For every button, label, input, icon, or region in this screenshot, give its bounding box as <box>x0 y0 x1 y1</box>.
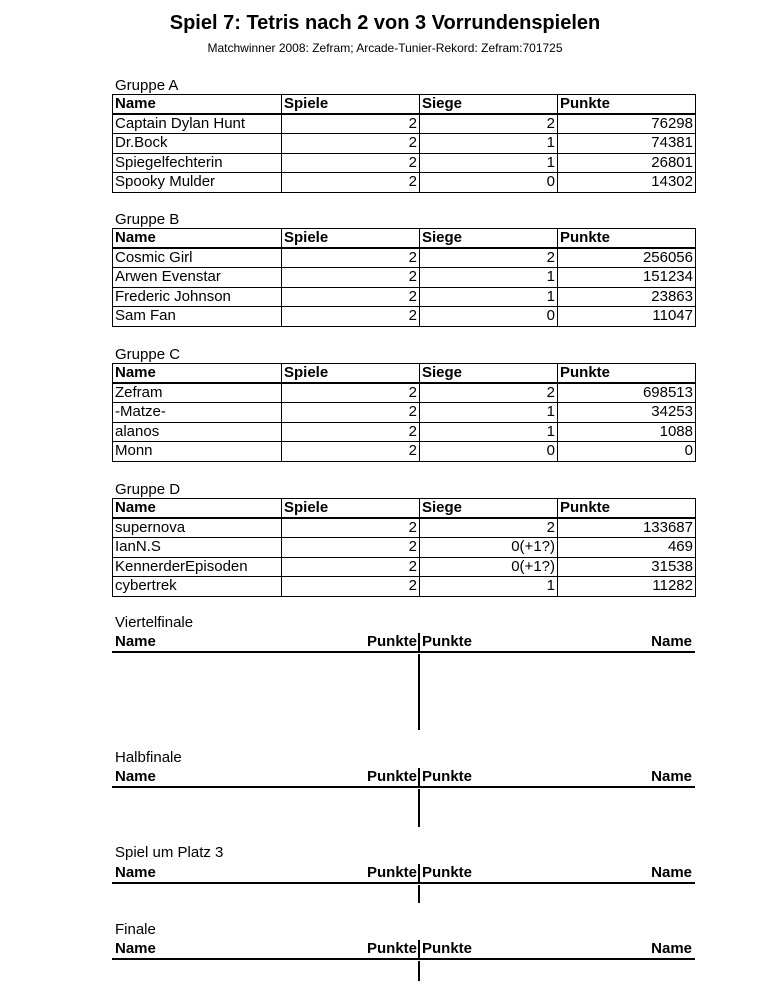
round-label: Spiel um Platz 3 <box>115 844 224 861</box>
siege-cell: 0(+1?) <box>420 538 558 558</box>
table-row <box>113 173 696 193</box>
page-title: Spiel 7: Tetris nach 2 von 3 Vorrundenspielen <box>169 12 601 34</box>
punkte-cell: 11047 <box>558 307 696 327</box>
player-name-cell: KennerderEpisoden <box>113 557 282 577</box>
round-header <box>112 633 695 653</box>
column-header: Siege <box>420 95 558 115</box>
name-right-header: Name <box>651 940 692 957</box>
punkte-cell: 74381 <box>558 134 696 154</box>
column-header: Punkte <box>558 364 696 384</box>
name-left-header: Name <box>115 633 156 650</box>
round-header <box>112 864 695 884</box>
table-row <box>113 422 696 442</box>
group-table <box>112 363 696 462</box>
group-label: Gruppe C <box>115 346 181 363</box>
name-left-header: Name <box>115 864 156 881</box>
table-row <box>113 287 696 307</box>
spiele-cell: 2 <box>282 422 420 442</box>
spiele-cell: 2 <box>282 134 420 154</box>
column-header: Spiele <box>282 364 420 384</box>
siege-cell: 0 <box>420 307 558 327</box>
column-header: Siege <box>420 364 558 384</box>
punkte-right-header: Punkte <box>422 768 473 785</box>
punkte-left-header: Punkte <box>366 864 417 881</box>
column-header: Name <box>113 364 282 384</box>
punkte-cell: 76298 <box>558 114 696 134</box>
column-header: Name <box>113 229 282 249</box>
siege-cell: 1 <box>420 268 558 288</box>
table-row <box>113 403 696 423</box>
player-name-cell: Cosmic Girl <box>113 248 282 268</box>
column-header: Spiele <box>282 229 420 249</box>
column-header: Name <box>113 499 282 519</box>
siege-cell: 1 <box>420 287 558 307</box>
punkte-cell: 0 <box>558 442 696 462</box>
column-header: Punkte <box>558 229 696 249</box>
player-name-cell: Spooky Mulder <box>113 173 282 193</box>
siege-cell: 2 <box>420 518 558 538</box>
spiele-cell: 2 <box>282 538 420 558</box>
punkte-cell: 698513 <box>558 383 696 403</box>
group-table <box>112 498 696 597</box>
name-right-header: Name <box>651 768 692 785</box>
punkte-cell: 1088 <box>558 422 696 442</box>
table-row <box>113 538 696 558</box>
bracket-divider <box>418 961 420 981</box>
siege-cell: 0 <box>420 173 558 193</box>
table-row <box>113 114 696 134</box>
punkte-cell: 256056 <box>558 248 696 268</box>
round-header <box>112 768 695 788</box>
punkte-left-header: Punkte <box>366 768 417 785</box>
table-header-row <box>113 95 696 115</box>
table-row <box>113 153 696 173</box>
spiele-cell: 2 <box>282 287 420 307</box>
spiele-cell: 2 <box>282 153 420 173</box>
table-row <box>113 134 696 154</box>
punkte-cell: 151234 <box>558 268 696 288</box>
header-divider <box>418 864 420 884</box>
punkte-right-header: Punkte <box>422 940 473 957</box>
siege-cell: 1 <box>420 422 558 442</box>
group-table <box>112 94 696 193</box>
player-name-cell: Arwen Evenstar <box>113 268 282 288</box>
name-left-header: Name <box>115 940 156 957</box>
player-name-cell: Dr.Bock <box>113 134 282 154</box>
player-name-cell: supernova <box>113 518 282 538</box>
column-header: Punkte <box>558 499 696 519</box>
column-header: Punkte <box>558 95 696 115</box>
table-row <box>113 518 696 538</box>
round-label: Viertelfinale <box>115 614 194 631</box>
punkte-right-header: Punkte <box>422 864 473 881</box>
name-right-header: Name <box>651 864 692 881</box>
siege-cell: 2 <box>420 114 558 134</box>
name-left-header: Name <box>115 768 156 785</box>
spiele-cell: 2 <box>282 577 420 597</box>
table-row <box>113 383 696 403</box>
player-name-cell: Frederic Johnson <box>113 287 282 307</box>
punkte-cell: 34253 <box>558 403 696 423</box>
column-header: Siege <box>420 499 558 519</box>
spiele-cell: 2 <box>282 557 420 577</box>
punkte-cell: 23863 <box>558 287 696 307</box>
name-right-header: Name <box>651 633 692 650</box>
siege-cell: 0(+1?) <box>420 557 558 577</box>
siege-cell: 1 <box>420 153 558 173</box>
punkte-left-header: Punkte <box>366 633 417 650</box>
page-subtitle: Matchwinner 2008: Zefram; Arcade-Tunier-Rekord: Zefram:701725 <box>207 41 563 55</box>
group-label: Gruppe A <box>115 77 179 94</box>
spiele-cell: 2 <box>282 403 420 423</box>
player-name-cell: IanN.S <box>113 538 282 558</box>
column-header: Name <box>113 95 282 115</box>
punkte-cell: 11282 <box>558 577 696 597</box>
spiele-cell: 2 <box>282 518 420 538</box>
spiele-cell: 2 <box>282 307 420 327</box>
column-header: Siege <box>420 229 558 249</box>
player-name-cell: Zefram <box>113 383 282 403</box>
siege-cell: 1 <box>420 403 558 423</box>
siege-cell: 1 <box>420 134 558 154</box>
player-name-cell: Spiegelfechterin <box>113 153 282 173</box>
round-header <box>112 940 695 960</box>
column-header: Spiele <box>282 499 420 519</box>
punkte-cell: 31538 <box>558 557 696 577</box>
punkte-cell: 133687 <box>558 518 696 538</box>
player-name-cell: Captain Dylan Hunt <box>113 114 282 134</box>
player-name-cell: alanos <box>113 422 282 442</box>
group-table <box>112 228 696 327</box>
round-label: Halbfinale <box>115 749 182 766</box>
spiele-cell: 2 <box>282 268 420 288</box>
bracket-divider <box>418 789 420 827</box>
siege-cell: 1 <box>420 577 558 597</box>
siege-cell: 2 <box>420 383 558 403</box>
table-row <box>113 557 696 577</box>
punkte-left-header: Punkte <box>366 940 417 957</box>
header-divider <box>418 768 420 788</box>
spiele-cell: 2 <box>282 114 420 134</box>
round-label: Finale <box>115 921 156 938</box>
column-header: Spiele <box>282 95 420 115</box>
table-header-row <box>113 229 696 249</box>
table-row <box>113 248 696 268</box>
player-name-cell: -Matze- <box>113 403 282 423</box>
player-name-cell: cybertrek <box>113 577 282 597</box>
bracket-divider <box>418 654 420 730</box>
table-row <box>113 268 696 288</box>
table-row <box>113 307 696 327</box>
group-label: Gruppe B <box>115 211 180 228</box>
table-header-row <box>113 364 696 384</box>
siege-cell: 2 <box>420 248 558 268</box>
player-name-cell: Monn <box>113 442 282 462</box>
siege-cell: 0 <box>420 442 558 462</box>
table-row <box>113 577 696 597</box>
punkte-cell: 26801 <box>558 153 696 173</box>
header-divider <box>418 940 420 960</box>
punkte-right-header: Punkte <box>422 633 473 650</box>
table-header-row <box>113 499 696 519</box>
punkte-cell: 14302 <box>558 173 696 193</box>
spiele-cell: 2 <box>282 248 420 268</box>
spiele-cell: 2 <box>282 442 420 462</box>
player-name-cell: Sam Fan <box>113 307 282 327</box>
spiele-cell: 2 <box>282 173 420 193</box>
spiele-cell: 2 <box>282 383 420 403</box>
group-label: Gruppe D <box>115 481 181 498</box>
punkte-cell: 469 <box>558 538 696 558</box>
bracket-divider <box>418 885 420 903</box>
header-divider <box>418 633 420 653</box>
table-row <box>113 442 696 462</box>
